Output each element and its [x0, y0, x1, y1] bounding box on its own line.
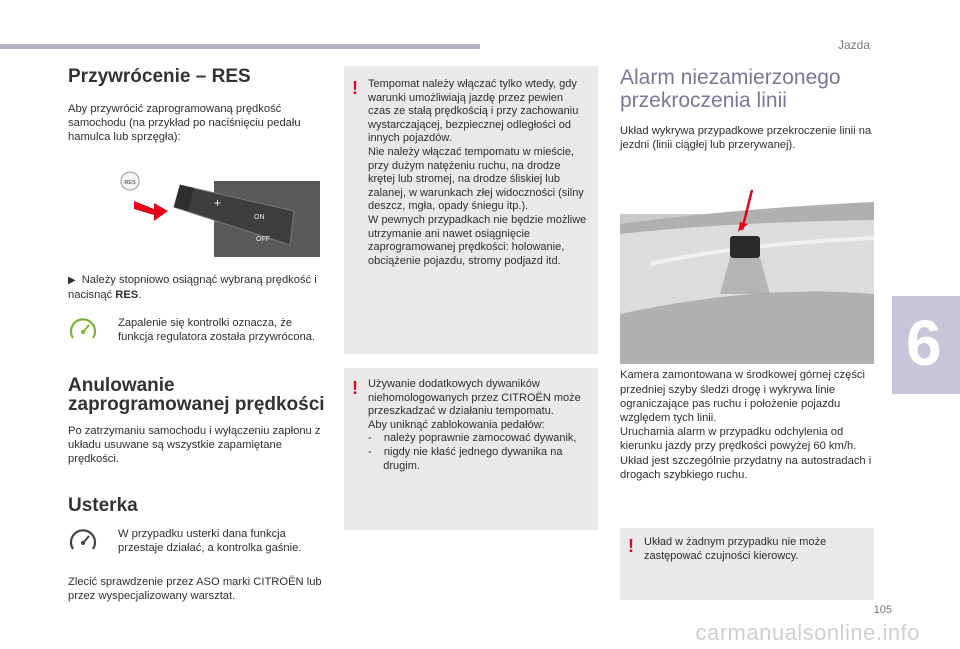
res-bullet-suffix: .: [138, 288, 142, 301]
cruise-stalk-illustration: [114, 167, 320, 257]
res-light-text: Zapalenie się kontrolki oznacza, że funkcja regulatora została przywrócona.: [118, 317, 316, 344]
fault-light-row: [68, 527, 328, 557]
stalk-on: ON: [254, 213, 265, 221]
windscreen-camera-illustration: [620, 174, 874, 364]
column-right: [620, 66, 874, 600]
warning-box-alarm: [620, 528, 874, 600]
warning-icon: !: [352, 378, 358, 398]
top-rule: [0, 44, 480, 49]
res-intro: Aby przywrócić zaprogramowaną prędkość samochodu (na przykład po naciśnięciu pedału hamulca lub sprzęgła):: [68, 103, 301, 144]
res-bullet-bold: RES: [115, 288, 139, 301]
fault-text: Zlecić sprawdzenie przez ASO marki CITROËN lub przez wyspecjalizowany warsztat.: [68, 575, 322, 602]
warning-icon: !: [628, 536, 634, 557]
fault-light-text: W przypadku usterki dana funkcja przestaje działać, a kontrolka gaśnie.: [118, 527, 302, 554]
res-bullet: [68, 273, 328, 302]
section-header: Jazda: [837, 38, 870, 52]
column-middle: [344, 66, 598, 530]
cancel-text: Po zatrzymaniu samochodu i wyłączeniu zapłonu z układu usuwane są wszystkie zapamiętane prędkości.: [68, 425, 321, 466]
warning-cruise-text: Tempomat należy włączać tylko wtedy, gdy warunki umożliwiają jazdę przez pewien czas ze stałą prędkością i przy zachowaniu wystarczającej, bezpiecznej odległości od innych pojazdów. Nie należy włączać tempomatu w mieście, przy dużym natężeniu ruchu, na drodze krętej lub stromej, na drodze śliskiej lub zalanej, w warunkach złej widoczności (silny deszcz, mgła, opady śniegu itp.). W pewnych przypadkach nie będzie możliwe utrzymanie ani nawet osiągnięcie zaprogramowanej prędkości: holowanie, obciążenie pojazdu, stromy podjazd itd.: [368, 78, 587, 267]
res-bullet-text: Należy stopniowo osiągnąć wybraną prędkość i nacisnąć: [68, 273, 317, 301]
warning-mats-text: Używanie dodatkowych dywaników niehomologowanych przez CITROËN może przeszkadzać w działaniu tempomatu. Aby uniknąć zablokowania pedałów: - należy poprawnie zamocować dywanik, - nigdy nie kłaść jednego dywanika na drugim.: [368, 378, 581, 472]
alarm-intro: Układ wykrywa przypadkowe przekroczenie linii na jezdni (linii ciągłej lub przerywanej).: [620, 125, 872, 152]
bullet-arrow-icon: ▶: [68, 274, 76, 286]
chapter-number: 6: [906, 307, 942, 379]
warning-icon: !: [352, 78, 358, 98]
watermark: carmanualsonline.info: [695, 620, 920, 645]
stalk-plus: +: [214, 195, 222, 210]
cancel-title: Anulowanie zaprogramowanej prędkości: [68, 375, 325, 416]
stalk-minus: –: [208, 213, 215, 228]
warning-box-cruise: [344, 66, 598, 354]
warning-alarm-text: Układ w żadnym przypadku nie może zastępować czujności kierowcy.: [644, 536, 827, 562]
res-light-row: [68, 316, 328, 346]
cruise-lamp-off-icon: [68, 527, 98, 557]
chapter-tab: [892, 296, 960, 394]
warning-box-mats: [344, 368, 598, 530]
column-left: [68, 66, 328, 603]
res-title: Przywrócenie – RES: [68, 66, 251, 87]
fault-title: Usterka: [68, 494, 138, 516]
cruise-lamp-green-icon: [68, 316, 98, 346]
page-number: 105: [873, 604, 892, 616]
alarm-body: Kamera zamontowana w środkowej górnej części przedniej szyby śledzi drogę i wykrywa linie ograniczające pas ruchu i położenie pojazdu względem tych linii. Uruchamia alarm w przypadku odchylenia od kierunku jazdy przy prędkości powyżej 60 km/h. Układ jest szczególnie przydatny na autostradach i drogach szybkiego ruchu.: [620, 369, 872, 481]
res-label: RES: [124, 179, 136, 186]
stalk-off: OFF: [256, 235, 270, 243]
alarm-title: Alarm niezamierzonego przekroczenia linii: [620, 66, 841, 112]
